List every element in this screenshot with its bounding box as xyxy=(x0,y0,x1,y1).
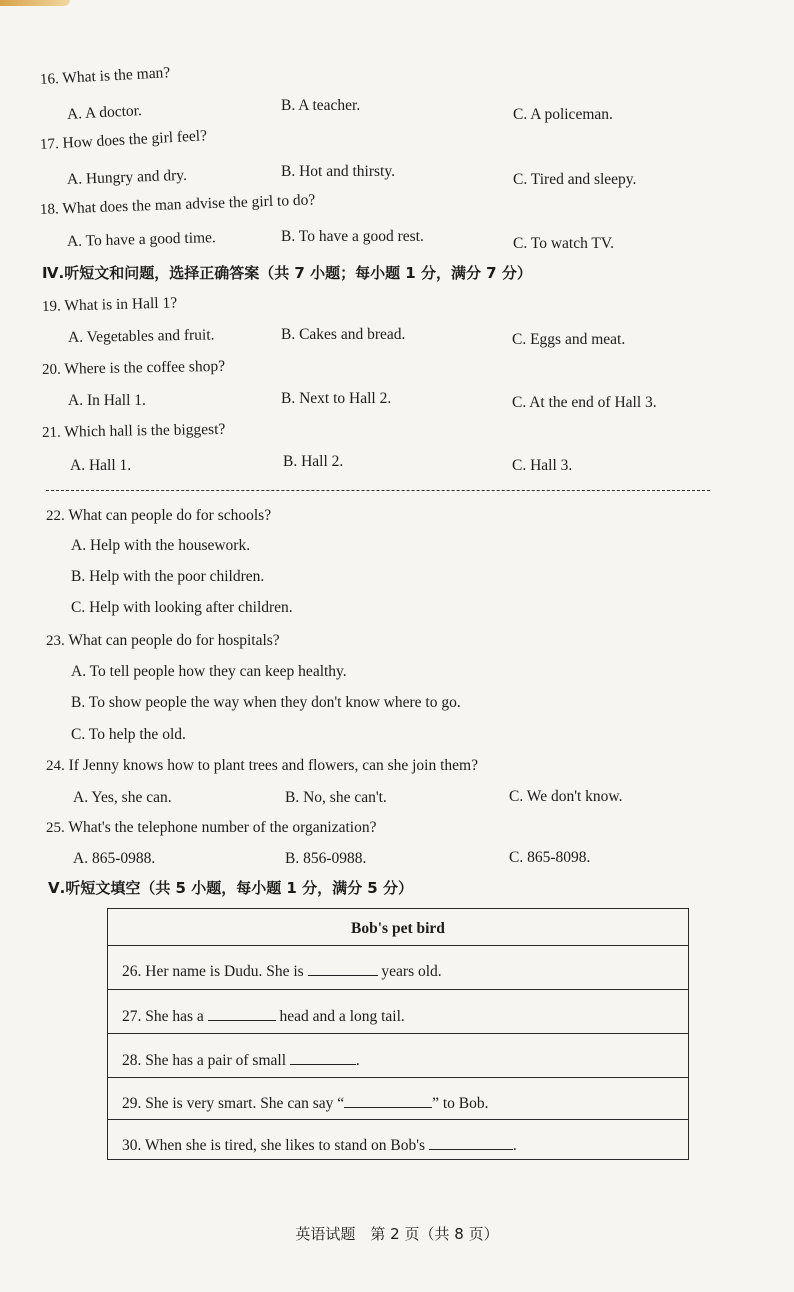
question-23-stem: 23. What can people do for hospitals? xyxy=(46,632,280,649)
question-20-option-a: A. In Hall 1. xyxy=(68,392,146,409)
question-21-option-a: A. Hall 1. xyxy=(70,457,132,474)
question-25-stem: 25. What's the telephone number of the organization? xyxy=(46,819,377,836)
question-23-option-b: B. To show people the way when they don't know where to go. xyxy=(71,694,461,711)
question-17-option-c: C. Tired and sleepy. xyxy=(513,171,637,188)
question-22-option-c: C. Help with looking after children. xyxy=(71,599,293,616)
table-row-29 xyxy=(108,1077,688,1119)
question-21-option-b: B. Hall 2. xyxy=(283,453,344,470)
question-20-option-c: C. At the end of Hall 3. xyxy=(512,394,657,411)
question-16-option-b: B. A teacher. xyxy=(281,97,361,114)
fill-in-table xyxy=(107,908,689,1160)
table-row-27 xyxy=(108,989,688,1033)
question-24-option-c: C. We don't know. xyxy=(509,788,623,805)
question-18-stem: 18. What does the man advise the girl to do? xyxy=(39,191,316,218)
question-19-stem: 19. What is in Hall 1? xyxy=(41,294,178,315)
question-29: 29. She is very smart. She can say “ ” to Bob. xyxy=(122,1095,489,1112)
question-17-option-a: A. Hungry and dry. xyxy=(66,166,188,188)
question-18-option-b: B. To have a good rest. xyxy=(281,228,424,245)
question-30: 30. When she is tired, she likes to stand on Bob's . xyxy=(122,1137,517,1154)
section-4-heading: Ⅳ.听短文和问题，选择正确答案（共 7 小题；每小题 1 分，满分 7 分） xyxy=(42,264,532,282)
table-row-30 xyxy=(108,1119,688,1159)
question-25-option-b: B. 856-0988. xyxy=(285,850,367,867)
question-24-stem: 24. If Jenny knows how to plant trees and flowers, can she join them? xyxy=(46,757,478,774)
question-19-option-b: B. Cakes and bread. xyxy=(281,326,406,343)
answer-blank-30[interactable] xyxy=(429,1137,513,1150)
question-23-option-c: C. To help the old. xyxy=(71,726,186,743)
answer-blank-26[interactable] xyxy=(308,963,378,976)
section-5-heading: Ⅴ.听短文填空（共 5 小题，每小题 1 分，满分 5 分） xyxy=(48,879,413,897)
question-26: 26. Her name is Dudu. She is years old. xyxy=(122,963,442,980)
answer-blank-28[interactable] xyxy=(290,1052,356,1065)
question-25-option-c: C. 865-8098. xyxy=(509,849,591,866)
question-19-option-c: C. Eggs and meat. xyxy=(512,331,626,348)
question-21-stem: 21. Which hall is the biggest? xyxy=(41,420,226,441)
question-21-option-c: C. Hall 3. xyxy=(512,457,573,474)
question-16-stem: 16. What is the man? xyxy=(39,64,171,88)
question-28: 28. She has a pair of small . xyxy=(122,1052,360,1069)
question-20-option-b: B. Next to Hall 2. xyxy=(281,390,392,407)
question-17-stem: 17. How does the girl feel? xyxy=(39,127,208,153)
answer-blank-29[interactable] xyxy=(344,1095,432,1108)
corner-mark xyxy=(0,0,70,6)
question-18-option-a: A. To have a good time. xyxy=(66,229,217,250)
table-row-28 xyxy=(108,1033,688,1077)
question-22-stem: 22. What can people do for schools? xyxy=(46,507,272,524)
question-27: 27. She has a head and a long tail. xyxy=(122,1008,405,1025)
question-25-option-a: A. 865-0988. xyxy=(73,850,156,867)
question-23-option-a: A. To tell people how they can keep healthy. xyxy=(71,663,347,680)
table-title: Bob's pet bird xyxy=(351,920,445,937)
page-footer: 英语试题 第 2 页（共 8 页） xyxy=(295,1225,499,1243)
answer-blank-27[interactable] xyxy=(208,1008,276,1021)
question-22-option-a: A. Help with the housework. xyxy=(71,537,251,554)
question-24-option-a: A. Yes, she can. xyxy=(73,789,172,806)
table-row-26 xyxy=(108,945,688,989)
question-18-option-c: C. To watch TV. xyxy=(513,235,614,252)
question-16-option-c: C. A policeman. xyxy=(513,106,613,123)
question-24-option-b: B. No, she can't. xyxy=(285,789,387,806)
question-22-option-b: B. Help with the poor children. xyxy=(71,568,265,585)
question-17-option-b: B. Hot and thirsty. xyxy=(281,163,395,180)
question-16-option-a: A. A doctor. xyxy=(66,102,143,123)
question-19-option-a: A. Vegetables and fruit. xyxy=(67,326,215,346)
page-fold-divider xyxy=(46,490,710,491)
question-20-stem: 20. Where is the coffee shop? xyxy=(41,357,226,378)
